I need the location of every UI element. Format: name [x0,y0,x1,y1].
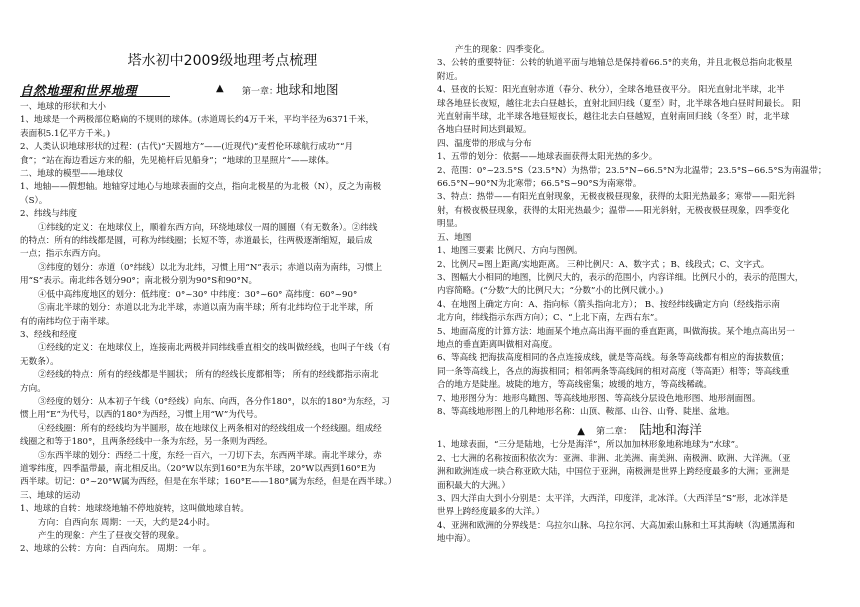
chapter1-label: 第一章： [242,87,279,97]
chapter1-name: 地球和地图 [276,82,339,97]
chapter2-label: 第二章： [596,427,633,438]
text-line: 射，有极夜极昼现象，获得的太阳光热最少；温带——阳光斜射，无极夜极昼现象，四季变化 [437,205,790,216]
text-line: 西半球。切记：0°~20°W属为西经，但是在东半球；160°E——180°属为东经，但是在西半球。） [20,477,397,488]
text-line: 五、地图 [437,232,472,243]
text-line: 地中海）。 [437,534,476,545]
text-line: 3、经线和经度 [20,329,78,340]
text-line: 惯上用“E”为代号，以西的180°为西经，习惯上用“W”为代号。 [20,410,263,421]
text-line: ⑤东西半球的划分：西经二十度，东经一百六，一刀切下去，东西两半球。南北半球分，赤 [38,450,382,461]
triangle-icon: ▲ [577,426,585,438]
text-line: 1、地图三要素 比例尺、方向与图例。 [437,246,583,257]
right-body [437,44,842,547]
text-line: 食”；“站在海边看远方来的船，先见桅杆后见船身”；“地球的卫星照片”——球体。 [20,155,335,166]
text-line: 产生的现象：四季变化。 [455,45,550,55]
text-line: 3、公转的重要特征：公转的轨道平面与地轴总是保持着66.5°的夹角，并且北极总指向北极星 [437,58,793,69]
text-line: 各地白昼时间达到最短。 [437,125,532,136]
text-line: 三、地球的运动 [20,490,81,501]
text-line: ③经度的划分：从本初子午线（0°经线）向东、向西，各分作180°，以东的180°为东经，习 [38,396,390,407]
text-line: ①纬线的定义：在地球仪上，顺着东西方向，环绕地球仪一周的圆圈（有无数条）。②纬线 [38,222,378,233]
triangle-icon: ▲ [216,83,224,94]
text-line: 二、地球的模型——地球仪 [20,169,124,180]
text-line: 产生的现象：产生了昼夜交替的现象。 [38,531,185,541]
text-line: 1、五带的划分：依据——地球表面获得太阳光热的多少。 [437,152,658,163]
text-line: ⑤南北半球的划分：赤道以北为北半球，赤道以南为南半球；所有北纬均位于北半球，所 [38,303,374,314]
text-line: 8、等高线地形图上的几种地形名称：山顶、鞍部、山谷、山脊、陡崖、盆地。 [437,406,735,417]
text-line: 1、地球表面，“三分是陆地，七分是海洋”，所以加加林形象地称地球为“水球”。 [437,440,744,451]
text-line: （S）。 [20,195,48,206]
text-line: 方向。 [20,383,46,394]
text-line: 1、地轴——假想轴。地轴穿过地心与地球表面的交点，指向北极星的为北极（N），反之为南极 [20,182,382,193]
text-line: 四、温度带的形成与分布 [437,138,532,149]
text-line: 地点的垂直距离叫做相对高度。 [437,339,558,350]
text-line: 2、七大洲的名称按面积依次为：亚洲、非洲、北美洲、南美洲、南极洲、欧洲、大洋洲。（亚 [437,453,791,464]
text-line: 一、地球的形状和大小 [20,102,106,112]
text-line: 无数条）。 [20,356,59,367]
text-line: 明显。 [437,219,463,230]
text-line: 2、纬线与纬度 [20,209,78,220]
text-line: 方向：自西向东 周期：一天，大约是24小时。 [38,517,215,528]
section-heading [20,79,425,99]
text-line: 洲和欧洲连成一块合称亚欧大陆，中国位于亚洲，南极洲是世界上跨经度最多的大洲；亚洲是 [437,467,790,478]
text-line: 面积最大的大洲。） [437,480,511,491]
text-line: 光直射南半球，北半球各地昼短夜长，越往北去白昼越短，直射南回归线（冬至）时，北半球 [437,112,790,123]
text-line: 表面积5.1亿平方千米。) [20,128,111,139]
text-line: 同一条等高线上，各点的海拔相同；相邻两条等高线间的相对高度（等高距）相等；等高线重 [437,366,790,377]
text-line: 2、比例尺=图上距离/实地距离。 三种比例尺：A、数字式 ；B、线段式；C、文字式。 [437,259,770,270]
text-line: 内容简略。(“分数”大的比例尺大；“分数”小的比例尺就小。) [437,286,664,297]
text-line: 5、地面高度的计算方法：地面某个地点高出海平面的垂直距离，叫做海拔。某个地点高出另一 [437,326,795,337]
text-line: 线圈之和等于180°，且两条经线中一条为东经，另一条则为西经。 [20,437,273,448]
text-line: 用“S”表示。南北纬各划分90°；南北极分别为90°S和90°N。 [20,276,258,287]
text-line: 4、亚洲和欧洲的分界线是：乌拉尔山脉、乌拉尔河、大高加索山脉和土耳其海峡（沟通黑海和 [437,520,795,531]
page-title: 塔水初中2009级地理考点梳理 [127,53,318,69]
section-name: 自然地理和世界地理 [20,83,138,98]
text-line: 一点；指示东西方向。 [20,249,106,260]
text-line: 3、特点：热带——有阳光直射现象，无极夜极昼现象，获得的太阳光热最多；寒带——阳光斜 [437,192,795,203]
chapter2-name: 陆地和海洋 [639,422,702,438]
text-line: 1、地球的自转：地球绕地轴不停地旋转，这叫做地球自转。 [20,504,249,515]
chapter2-heading [437,419,842,439]
text-line: 道零纬度，四季温带最，南北相反出。（20°W以东到160°E为东半球，20°W以西到160°E为 [20,463,376,474]
text-line: 4、昼夜的长短：阳光直射赤道（春分、秋分），全球各地昼夜平分。 阳光直射北半球，北半 [437,85,785,96]
text-line: 世界上跨经度最多的大洋。） [437,507,545,518]
text-line: 2、地球的公转：方向：自西向东。 周期：一年 。 [20,544,212,555]
text-line: ①经线的定义：在地球仪上，连接南北两极并同纬线垂直相交的线叫做经线，也叫子午线（有 [38,343,391,354]
text-line: 3、图幅大小相同的地图，比例尺大的，表示的范围小，内容详细。比例尺小的，表示的范围大， [437,272,804,283]
text-line: ③纬度的划分：赤道（0°纬线）以北为北纬，习惯上用“N”表示；赤道以南为南纬，习惯上 [38,262,383,273]
text-line: ④低中高纬度地区的划分：低纬度：0°~30° 中纬度：30°~60° 高纬度：60°~90° [38,289,358,300]
text-line: ④经线圈：所有的经线均为半圆形，故在地球仪上两条相对的经线组成一个经线圈。组成经 [38,423,382,434]
text-line: 合的地方是陡崖。坡陡的地方，等高线密集；坡缓的地方，等高线稀疏。 [437,380,713,391]
text-line: 球各地昼长夜短，越往北去白昼越长，直射北回归线（夏至）时，北半球各地白昼时间最长。 阳 [437,98,801,109]
text-line: ②经线的特点：所有的经线都是半圆状； 所有的经线长度都相等； 所有的经线都指示南北 [38,370,379,381]
text-line: 66.5°N~90°N为北寒带；66.5°S~90°S为南寒带。 [437,179,642,190]
text-line: 4、在地图上确定方向：A、指向标（箭头指向北方）； B、按经纬线确定方向（经线指示南 [437,299,780,310]
text-line: 7、地形图分为：地形鸟瞰图、等高线地形图、等高线分层设色地形图、地形剖面图。 [437,393,761,404]
text-line: 1、地球是一个两极部位略扁的不规则的球体。(赤道周长约4万千米，平均半径为6371千米， [20,115,375,126]
text-line: 北方向，纬线指示东西方向）；C、“上北下南，左西右东”。 [437,313,663,324]
text-line: 附近。 [437,71,463,82]
left-body [20,101,425,557]
text-line: 2、人类认识地球形状的过程：(古代)“天圆地方”——(近现代)“麦哲伦环球航行成功”“月 [20,142,354,153]
text-line: 的特点：所有的纬线都是圆，可称为纬线圈；长短不等，赤道最长，往两极逐渐缩短，最后成 [20,236,373,247]
section-underline [20,96,170,97]
text-line: 3、四大洋由大到小分别是：太平洋，大西洋，印度洋，北冰洋。（大西洋呈“S”形，北冰洋是 [437,494,788,504]
text-line: 2、范围：0°~23.5°S（23.5°N）为热带；23.5°N~66.5°N为北温带；23.5°S~66.5°S为南温带； [437,165,827,176]
text-line: 有的南纬均位于南半球。 [20,316,115,327]
text-line: 6、等高线 把海拔高度相同的各点连接成线，就是等高线。每条等高线都有相应的海拔数值； [437,353,789,364]
